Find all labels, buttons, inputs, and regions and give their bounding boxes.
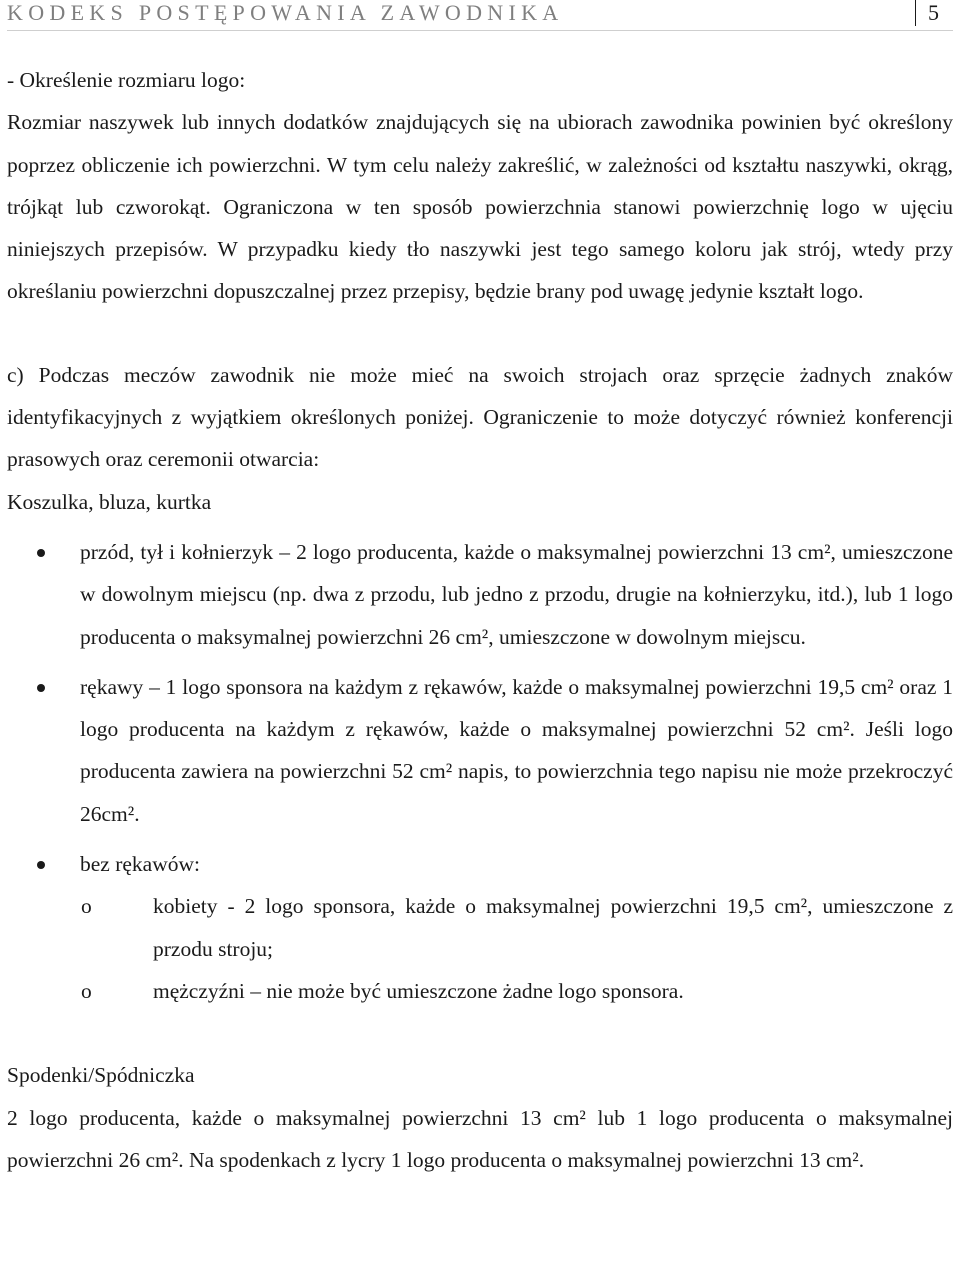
sub-list-item-text: mężczyźni – nie może być umieszczone żadne logo sponsora.: [153, 978, 684, 1003]
list-item-text: bez rękawów:: [80, 852, 200, 877]
page-number: 5: [915, 0, 939, 26]
section-c-paragraph: c) Podczas meczów zawodnik nie może mieć na swoich strojach oraz sprzęcie żadnych znaków identyfikacyjnych z wyjątkiem określonych poniżej. Ograniczenie to może dotyczyć również konferencji prasowych oraz ceremonii otwarcia:: [7, 362, 953, 472]
logo-size-paragraph: Rozmiar naszywek lub innych dodatków znajdujących się na ubiorach zawodnika powinien być określony poprzez obliczenie ich powierzchni. W tym celu należy zakreślić, w zależności od kształtu naszywki, okrąg, trójkąt lub czworokąt. Ograniczona w ten sposób powierzchnia stanowi powierzchnię logo w ujęciu niniejszych przepisów. W przypadku kiedy tło naszywki jest tego samego koloru jak strój, wtedy przy określaniu powierzchni dopuszczalnej przez przepisy, będzie brany pod uwagę jedynie kształt logo.: [7, 110, 953, 304]
sub-list-item: [7, 885, 953, 970]
list-item: [7, 666, 953, 835]
list-item-text: rękawy – 1 logo sponsora na każdym z rękawów, każde o maksymalnej powierzchni 19,5 cm² oraz 1 logo producenta na każdym z rękawów, każde o maksymalnej powierzchni 52 cm². Jeśli logo producenta zawiera na powierzchni 52 cm² napis, to powierzchnia tego napisu nie może przekroczyć 26cm².: [80, 674, 953, 826]
list-item: [7, 843, 953, 1012]
logo-size-heading: - Określenie rozmiaru logo:: [7, 68, 246, 92]
shorts-heading: Spodenki/Spódniczka: [7, 1063, 195, 1088]
header-title: KODEKS POSTĘPOWANIA ZAWODNIKA: [7, 0, 564, 25]
sub-bullet-marker: o: [81, 894, 92, 919]
sub-list-item-text: kobiety - 2 logo sponsora, każde o maksymalnej powierzchni 19,5 cm², umieszczone z przodu stroju;: [153, 894, 953, 961]
bullet-icon: [37, 861, 45, 869]
shirt-heading: Koszulka, bluza, kurtka: [7, 489, 212, 514]
sub-list-item: [7, 970, 953, 1012]
page-header: [7, 0, 953, 31]
shirt-rules-list: [7, 531, 953, 1012]
sleeveless-sublist: [80, 885, 953, 1012]
bullet-icon: [37, 549, 45, 557]
shorts-paragraph: 2 logo producenta, każde o maksymalnej powierzchni 13 cm² lub 1 logo producenta o maksymalnej powierzchni 26 cm². Na spodenkach z lycry 1 logo producenta o maksymalnej powierzchni 13 cm².: [7, 1105, 953, 1172]
sub-bullet-marker: o: [81, 978, 92, 1003]
list-item: [7, 531, 953, 658]
bullet-icon: [37, 684, 45, 692]
document-page: [7, 0, 953, 1181]
list-item-text: przód, tył i kołnierzyk – 2 logo producenta, każde o maksymalnej powierzchni 13 cm², umieszczone w dowolnym miejscu (np. dwa z przodu, lub jedno z przodu, drugie na kołnierzyku, itd.), lub 1 logo producenta o maksymalnej powierzchni 26 cm², umieszczone w dowolnym miejscu.: [80, 539, 953, 649]
